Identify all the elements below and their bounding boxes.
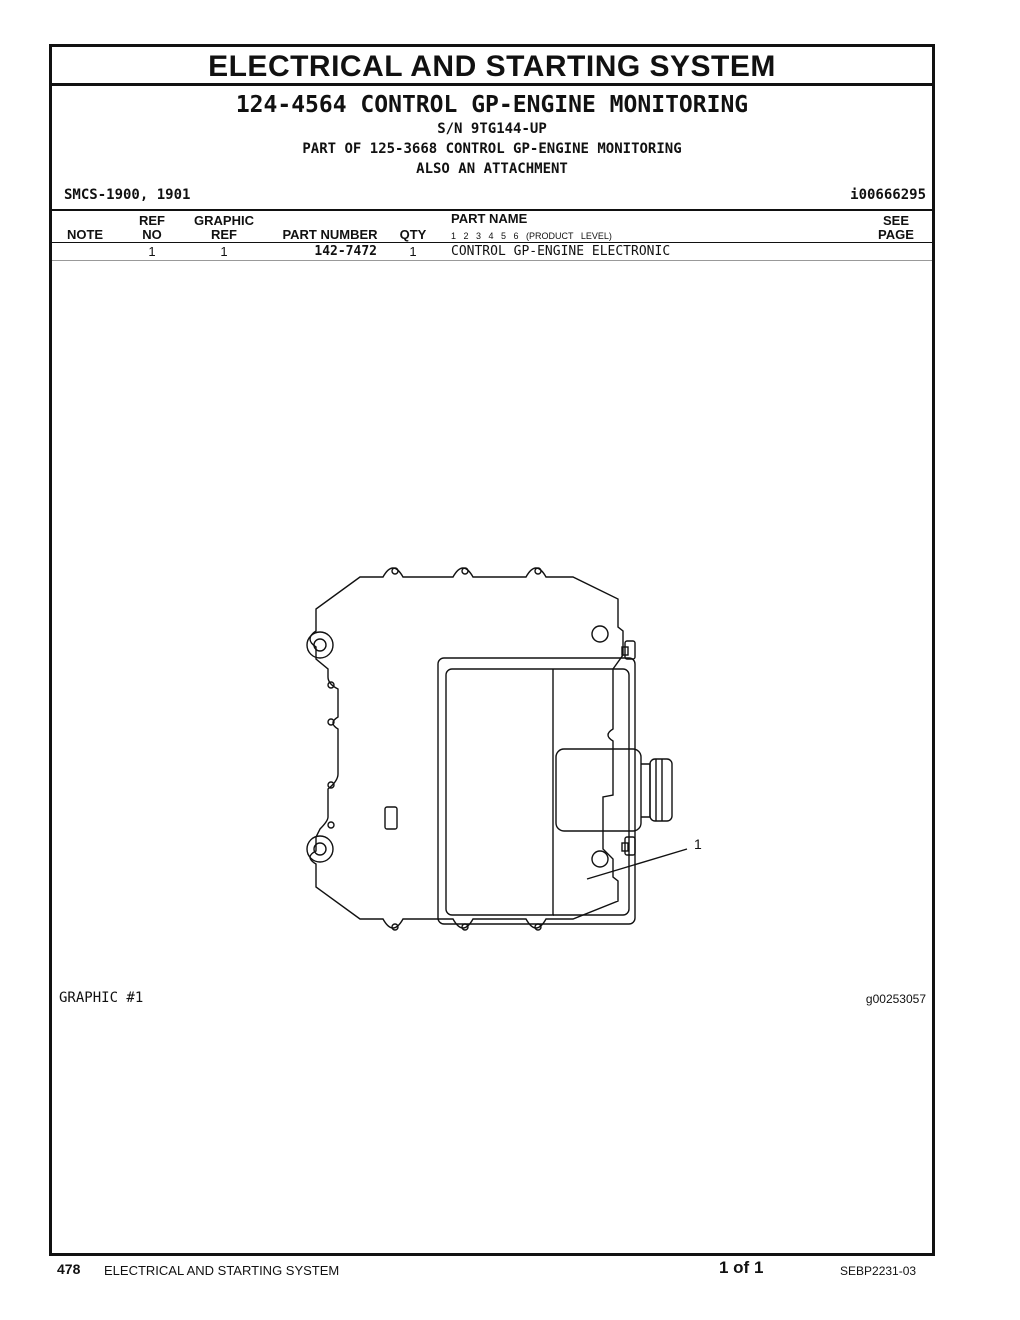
footer-section: ELECTRICAL AND STARTING SYSTEM [104, 1263, 340, 1278]
attachment-line: ALSO AN ATTACHMENT [416, 161, 568, 177]
header-ref-no-line1: REF [139, 213, 165, 228]
product-level-scale: 1 2 3 4 5 6 (PRODUCT LEVEL) [451, 231, 612, 241]
doc-number: SEBP2231-03 [840, 1264, 917, 1278]
row-ref-no: 1 [148, 244, 156, 259]
header-graphic-ref [189, 214, 259, 242]
title-band [52, 47, 932, 86]
illustration-id: i00666295 [850, 187, 926, 203]
row-qty: 1 [409, 244, 417, 259]
header-ref-no-line2: NO [142, 227, 162, 242]
table-header-rule [52, 242, 932, 243]
section-title: ELECTRICAL AND STARTING SYSTEM [208, 50, 776, 83]
page-number: 478 [57, 1261, 81, 1277]
table-row-rule [52, 260, 932, 261]
page-of: 1 of 1 [719, 1258, 764, 1277]
serial-number: S/N 9TG144-UP [437, 121, 547, 137]
header-see-page-line2: PAGE [878, 227, 914, 242]
header-ref-no [132, 214, 172, 242]
plate-outline [310, 568, 623, 928]
callout-number: 1 [694, 836, 702, 852]
header-qty: QTY [399, 227, 427, 242]
header-graphic-ref-line1: GRAPHIC [194, 213, 254, 228]
header-graphic-ref-line2: REF [211, 227, 237, 242]
group-title: 124-4564 CONTROL GP-ENGINE MONITORING [235, 92, 749, 118]
page-frame [49, 44, 935, 1256]
row-part-name: CONTROL GP-ENGINE ELECTRONIC [451, 244, 671, 259]
header-see-page [874, 214, 918, 242]
graphic-id: g00253057 [865, 992, 926, 1006]
row-graphic-ref: 1 [220, 244, 228, 259]
header-note: NOTE [66, 227, 104, 242]
header-see-page-line1: SEE [882, 213, 909, 228]
row-part-number: 142-7472 [314, 244, 377, 259]
header-part-number: PART NUMBER [282, 227, 378, 242]
smcs-code: SMCS-1900, 1901 [64, 187, 191, 203]
header-part-name: PART NAME [451, 211, 528, 226]
graphic-label: GRAPHIC #1 [59, 990, 144, 1006]
part-of-line: PART OF 125-3668 CONTROL GP-ENGINE MONITORING [302, 141, 682, 157]
control-module-illustration [298, 559, 702, 944]
